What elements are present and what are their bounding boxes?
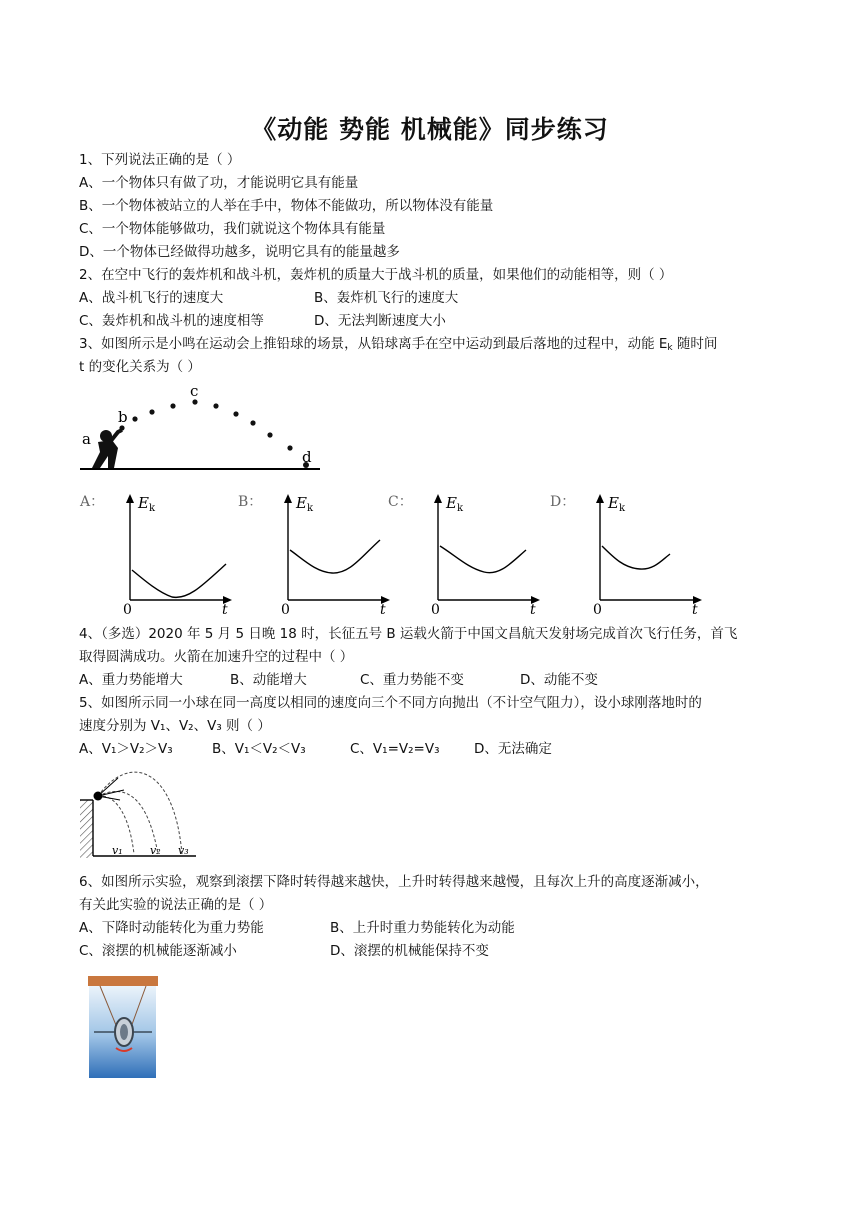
athlete-silhouette-icon bbox=[92, 430, 122, 468]
q6-option-a: A、下降时动能转化为重力势能 bbox=[79, 920, 264, 936]
q1-option-a: A、一个物体只有做了功，才能说明它具有能量 bbox=[79, 175, 359, 191]
graph-c-letter: C： bbox=[388, 494, 413, 510]
q4-option-a: A、重力势能增大 bbox=[79, 672, 183, 688]
q6-option-b: B、上升时重力势能转化为动能 bbox=[330, 920, 515, 936]
graph-c-curve bbox=[440, 546, 526, 573]
q5-option-a: A、V₁＞V₂＞V₃ bbox=[79, 741, 173, 757]
q2-option-d: D、无法判断速度大小 bbox=[314, 313, 446, 329]
y-axis-arrow-icon bbox=[596, 494, 604, 503]
scene-label-a: a bbox=[82, 430, 91, 448]
graph-a-letter: A： bbox=[80, 494, 105, 510]
graph-d-curve bbox=[602, 546, 670, 569]
y-axis-label: $E_k$ bbox=[138, 494, 156, 514]
q4-stem-line1: 4、（多选）2020 年 5 月 5 日晚 18 时，长征五号 B 运载火箭于中国文昌航天发射场完成首次飞行任务，首飞 bbox=[79, 626, 738, 642]
cliff-hatching bbox=[80, 800, 93, 858]
ball-icon bbox=[94, 792, 103, 801]
label-v2: v₂ bbox=[150, 844, 161, 857]
x-axis-label: t bbox=[530, 602, 536, 618]
graph-d bbox=[548, 488, 708, 618]
graph-b-letter: B： bbox=[238, 494, 263, 510]
scene-label-c: c bbox=[190, 382, 199, 400]
ball-position-c bbox=[192, 399, 197, 404]
q6-option-d: D、滚摆的机械能保持不变 bbox=[330, 943, 489, 959]
q3-stem-line2: t 的变化关系为（ ） bbox=[79, 359, 201, 375]
page-title: 《动能 势能 机械能》同步练习 bbox=[251, 115, 609, 144]
q2-option-b: B、轰炸机飞行的速度大 bbox=[314, 290, 459, 306]
q4-option-d: D、动能不变 bbox=[520, 672, 598, 688]
q6-stem-line2: 有关此实验的说法正确的是（ ） bbox=[79, 897, 273, 913]
q5-stem-line1: 5、如图所示同一小球在同一高度以相同的速度向三个不同方向抛出（不计空气阻力），设小球刚落地时的 bbox=[79, 695, 702, 711]
ball-trajectory-dot bbox=[213, 403, 218, 408]
scene-label-d: d bbox=[302, 448, 312, 466]
ball-trajectory-dot bbox=[250, 420, 255, 425]
q5-option-d: D、无法确定 bbox=[474, 741, 552, 757]
origin-label: 0 bbox=[431, 602, 440, 618]
q2-option-a: A、战斗机飞行的速度大 bbox=[79, 290, 224, 306]
q4-stem-line2: 取得圆满成功。火箭在加速升空的过程中（ ） bbox=[79, 649, 354, 665]
q5-stem-line2: 速度分别为 V₁、V₂、V₃ 则（ ） bbox=[79, 718, 271, 734]
origin-label: 0 bbox=[281, 602, 290, 618]
q2-stem: 2、在空中飞行的轰炸机和战斗机，轰炸机的质量大于战斗机的质量，如果他们的动能相等，则（ ） bbox=[79, 267, 673, 283]
projectile-figure bbox=[78, 760, 200, 860]
x-axis-label: t bbox=[380, 602, 386, 618]
origin-label: 0 bbox=[593, 602, 602, 618]
graph-d-letter: D： bbox=[550, 494, 576, 510]
y-axis-label: $E_k$ bbox=[608, 494, 626, 514]
label-v3: v₃ bbox=[178, 844, 189, 857]
ball-trajectory-dot bbox=[267, 432, 272, 437]
q1-option-c: C、一个物体能够做功，我们就说这个物体具有能量 bbox=[79, 221, 386, 237]
label-v1: v₁ bbox=[112, 844, 123, 857]
wheel-hub bbox=[120, 1024, 128, 1040]
q3-stem-part-b: 随时间 bbox=[672, 336, 718, 352]
trajectory-v2 bbox=[98, 791, 158, 854]
x-axis-label: t bbox=[692, 602, 698, 618]
q5-option-b: B、V₁＜V₂＜V₃ bbox=[212, 741, 306, 757]
x-axis-label: t bbox=[222, 602, 228, 618]
y-axis-label: $E_k$ bbox=[296, 494, 314, 514]
q1-stem: 1、下列说法正确的是（ ） bbox=[79, 152, 241, 168]
q6-option-c: C、滚摆的机械能逐渐减小 bbox=[79, 943, 237, 959]
graph-b bbox=[236, 488, 396, 618]
graph-a bbox=[78, 488, 238, 618]
graph-b-curve bbox=[290, 540, 380, 573]
scene-label-b: b bbox=[118, 408, 128, 426]
q4-option-b: B、动能增大 bbox=[230, 672, 307, 688]
q6-stem-line1: 6、如图所示实验，观察到滚摆下降时转得越来越快，上升时转得越来越慢，且每次上升的高度逐渐减小， bbox=[79, 874, 709, 890]
q3-stem-part-a: 3、如图所示是小鸣在运动会上推铅球的场景，从铅球离手在空中运动到最后落地的过程中，动能 E bbox=[79, 336, 668, 352]
maxwell-pendulum-figure bbox=[88, 974, 158, 1080]
shot-put-scene-figure bbox=[78, 382, 328, 478]
ball-trajectory-dot bbox=[170, 403, 175, 408]
q4-option-c: C、重力势能不变 bbox=[360, 672, 464, 688]
ball-position-b bbox=[119, 425, 124, 430]
ball-trajectory-dot bbox=[149, 409, 154, 414]
graph-c bbox=[386, 488, 546, 618]
q1-option-d: D、一个物体已经做得功越多，说明它具有的能量越多 bbox=[79, 244, 400, 260]
y-axis-arrow-icon bbox=[126, 494, 134, 503]
y-axis-label: $E_k$ bbox=[446, 494, 464, 514]
q1-option-b: B、一个物体被站立的人举在手中，物体不能做功，所以物体没有能量 bbox=[79, 198, 494, 214]
q3-stem-subscript: k bbox=[667, 343, 673, 353]
origin-label: 0 bbox=[123, 602, 132, 618]
q3-stem-line1 bbox=[79, 334, 717, 358]
q5-option-c: C、V₁=V₂=V₃ bbox=[350, 741, 440, 757]
ball-trajectory-dot bbox=[287, 445, 292, 450]
q2-option-c: C、轰炸机和战斗机的速度相等 bbox=[79, 313, 264, 329]
ball-trajectory-dot bbox=[233, 411, 238, 416]
graph-a-curve bbox=[132, 564, 226, 597]
ball-trajectory-dot bbox=[132, 416, 137, 421]
y-axis-arrow-icon bbox=[284, 494, 292, 503]
top-bar bbox=[88, 976, 158, 986]
y-axis-arrow-icon bbox=[434, 494, 442, 503]
